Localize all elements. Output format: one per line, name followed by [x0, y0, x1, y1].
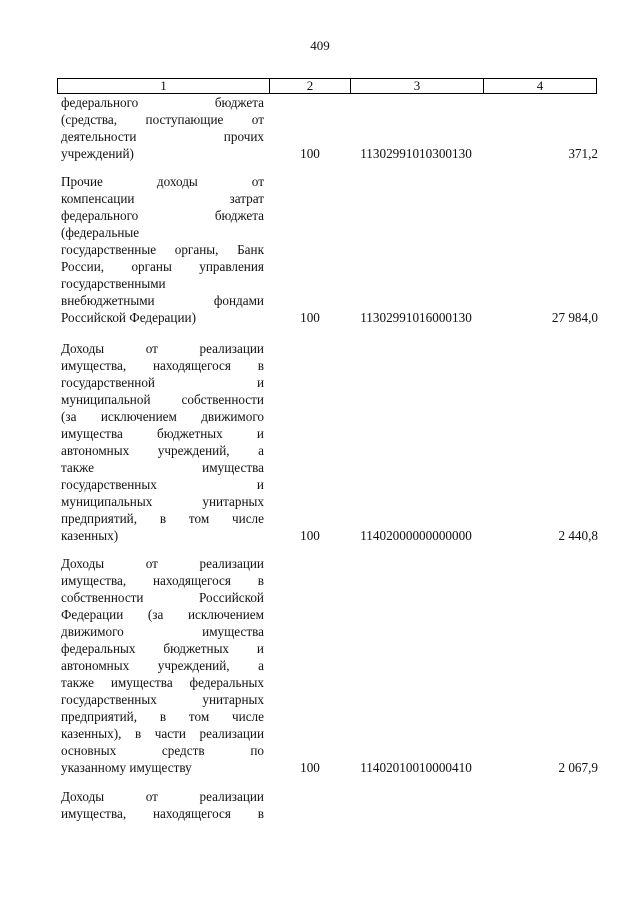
description-line: имущества, находящегося в — [61, 573, 264, 588]
description-line: имущества бюджетных и — [61, 426, 264, 441]
description-line: также имущества федеральных — [61, 675, 264, 690]
admin-code: 100 — [300, 760, 320, 775]
description-line: Доходы от реализации — [61, 556, 264, 571]
description-line: (федеральные — [61, 225, 140, 240]
description-line: имущества, находящегося в — [61, 358, 264, 373]
description-line: Прочие доходы от — [61, 174, 264, 189]
description-line: указанному имуществу — [61, 760, 192, 775]
description-line: движимого имущества — [61, 624, 264, 639]
description-line: основных средств по — [61, 743, 264, 758]
amount: 27 984,0 — [551, 310, 598, 325]
admin-code: 100 — [300, 310, 320, 325]
admin-code: 100 — [300, 146, 320, 161]
description-line: автономных учреждений, а — [61, 443, 264, 458]
row-description — [61, 173, 264, 326]
description-line: государственной и — [61, 375, 264, 390]
description-line: также имущества — [61, 460, 264, 475]
column-header-2: 2 — [270, 79, 351, 94]
description-line: Доходы от реализации — [61, 341, 264, 356]
page-number: 409 — [310, 38, 330, 53]
description-line: России, органы управления — [61, 259, 264, 274]
budget-classification-code: 11402010010000410 — [360, 760, 472, 775]
description-line: деятельности прочих — [61, 129, 264, 144]
row-description — [61, 340, 264, 544]
amount: 2 440,8 — [558, 528, 598, 543]
description-line: предприятий, в том числе — [61, 709, 264, 724]
description-line: (средства, поступающие от — [61, 112, 264, 127]
column-header-4: 4 — [484, 79, 597, 94]
description-line: предприятий, в том числе — [61, 511, 264, 526]
description-line: муниципальных унитарных — [61, 494, 264, 509]
description-line: Доходы от реализации — [61, 789, 264, 804]
description-line: Российской Федерации) — [61, 310, 196, 325]
description-line: государственных унитарных — [61, 692, 264, 707]
amount: 371,2 — [568, 146, 598, 161]
description-line: государственных и — [61, 477, 264, 492]
column-header-3: 3 — [351, 79, 484, 94]
admin-code: 100 — [300, 528, 320, 543]
description-line: компенсации затрат — [61, 191, 264, 206]
description-line: собственности Российской — [61, 590, 264, 605]
description-line: казенных) — [61, 528, 119, 543]
description-line: внебюджетными фондами — [61, 293, 264, 308]
budget-classification-code: 11302991016000130 — [360, 310, 472, 325]
description-line: казенных), в части реализации — [61, 726, 264, 741]
budget-classification-code: 11302991010300130 — [360, 146, 472, 161]
column-header-table — [57, 78, 597, 94]
row-description — [61, 788, 264, 822]
description-line: государственные органы, Банк — [61, 242, 264, 257]
row-description — [61, 555, 264, 776]
description-line: государственными — [61, 276, 166, 291]
description-line: федеральных бюджетных и — [61, 641, 264, 656]
description-line: учреждений) — [61, 146, 134, 161]
budget-classification-code: 11402000000000000 — [360, 528, 472, 543]
description-line: имущества, находящегося в — [61, 806, 264, 821]
column-header-1: 1 — [58, 79, 270, 94]
description-line: (за исключением движимого — [61, 409, 264, 424]
amount: 2 067,9 — [558, 760, 598, 775]
description-line: автономных учреждений, а — [61, 658, 264, 673]
description-line: Федерации (за исключением — [61, 607, 264, 622]
description-line: федерального бюджета — [61, 208, 264, 223]
description-line: муниципальной собственности — [61, 392, 264, 407]
row-description — [61, 94, 264, 162]
description-line: федерального бюджета — [61, 95, 264, 110]
